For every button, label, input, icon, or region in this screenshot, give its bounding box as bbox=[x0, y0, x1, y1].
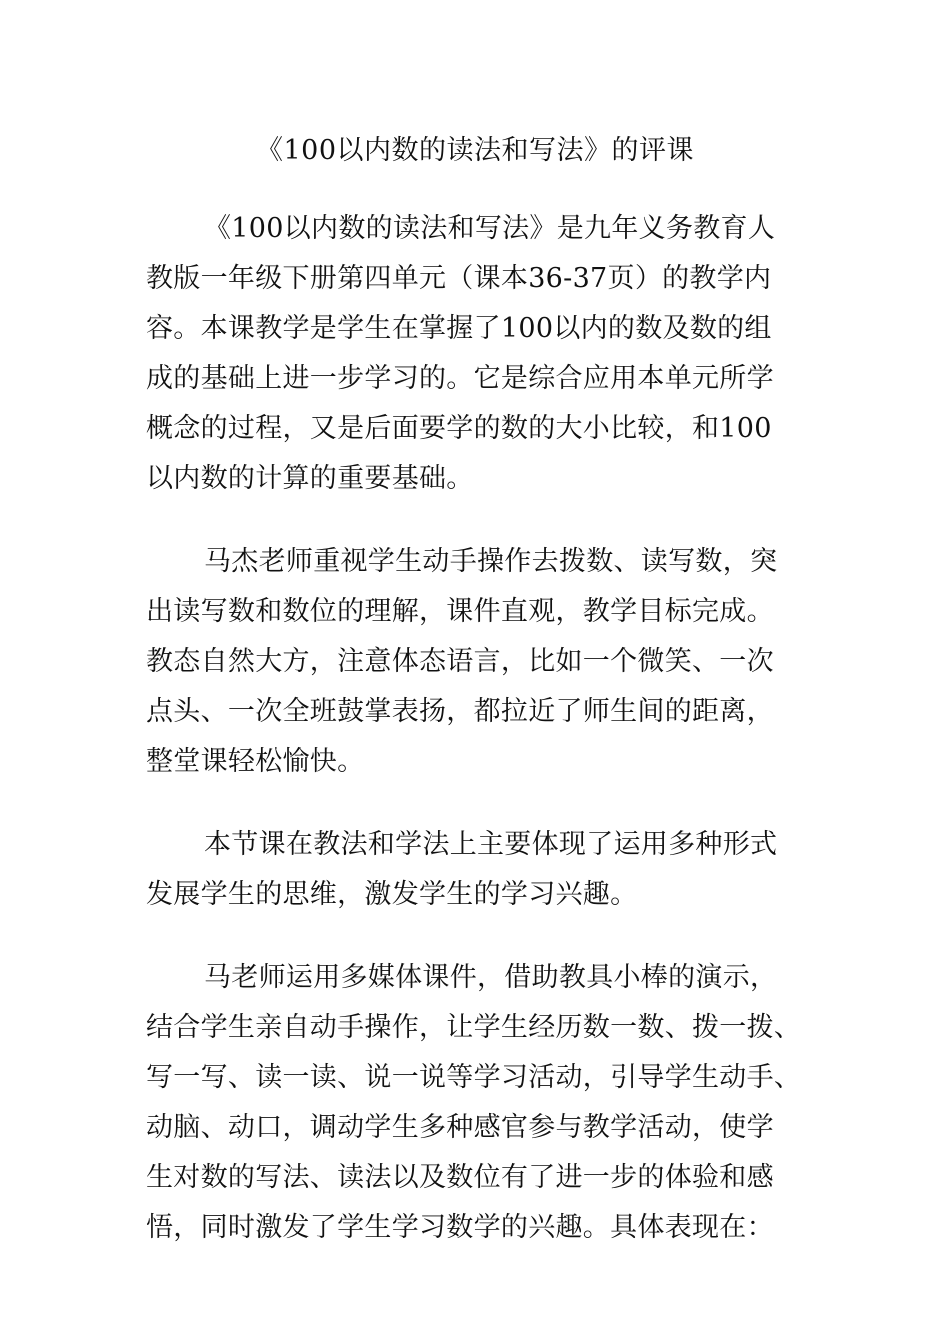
paragraph-line: 马杰老师重视学生动手操作去拨数、读写数，突 bbox=[204, 546, 778, 577]
paragraph-line: 教态自然大方，注意体态语言，比如一个微笑、一次 bbox=[146, 646, 774, 677]
paragraph-line: 出读写数和数位的理解，课件直观，教学目标完成。 bbox=[146, 596, 774, 627]
paragraph-line: 马老师运用多媒体课件，借助教具小棒的演示， bbox=[204, 962, 778, 993]
paragraph-4 bbox=[146, 953, 808, 1253]
paragraph-2 bbox=[146, 537, 808, 787]
document-title: 《100以内数的读法和写法》的评课 bbox=[255, 135, 695, 166]
paragraph-line: 《100以内数的读法和写法》是九年义务教育人 bbox=[204, 213, 776, 244]
paragraph-line: 动脑、动口，调动学生多种感官参与教学活动，使学 bbox=[146, 1112, 774, 1143]
paragraph-line: 写一写、读一读、说一说等学习活动，引导学生动手、 bbox=[146, 1062, 802, 1093]
paragraph-line: 点头、一次全班鼓掌表扬，都拉近了师生间的距离， bbox=[146, 696, 774, 727]
paragraph-line: 教版一年级下册第四单元（课本36-37页）的教学内 bbox=[146, 263, 772, 294]
paragraph-line: 整堂课轻松愉快。 bbox=[146, 746, 365, 777]
paragraph-line: 结合学生亲自动手操作，让学生经历数一数、拨一拨、 bbox=[146, 1012, 802, 1043]
paragraph-line: 发展学生的思维，激发学生的学习兴趣。 bbox=[146, 879, 638, 910]
paragraph-line: 容。本课教学是学生在掌握了100以内的数及数的组 bbox=[146, 313, 772, 344]
paragraph-line: 本节课在教法和学法上主要体现了运用多种形式 bbox=[204, 829, 778, 860]
paragraph-line: 生对数的写法、读法以及数位有了进一步的体验和感 bbox=[146, 1162, 774, 1193]
paragraph-line: 悟，同时激发了学生学习数学的兴趣。具体表现在： bbox=[146, 1212, 774, 1243]
paragraph-line: 以内数的计算的重要基础。 bbox=[146, 463, 474, 494]
paragraph-line: 概念的过程，又是后面要学的数的大小比较，和100 bbox=[146, 413, 772, 444]
paragraph-line: 成的基础上进一步学习的。它是综合应用本单元所学 bbox=[146, 363, 774, 394]
paragraph-3 bbox=[146, 820, 808, 920]
paragraph-1 bbox=[146, 204, 808, 504]
document-body bbox=[146, 204, 808, 1286]
